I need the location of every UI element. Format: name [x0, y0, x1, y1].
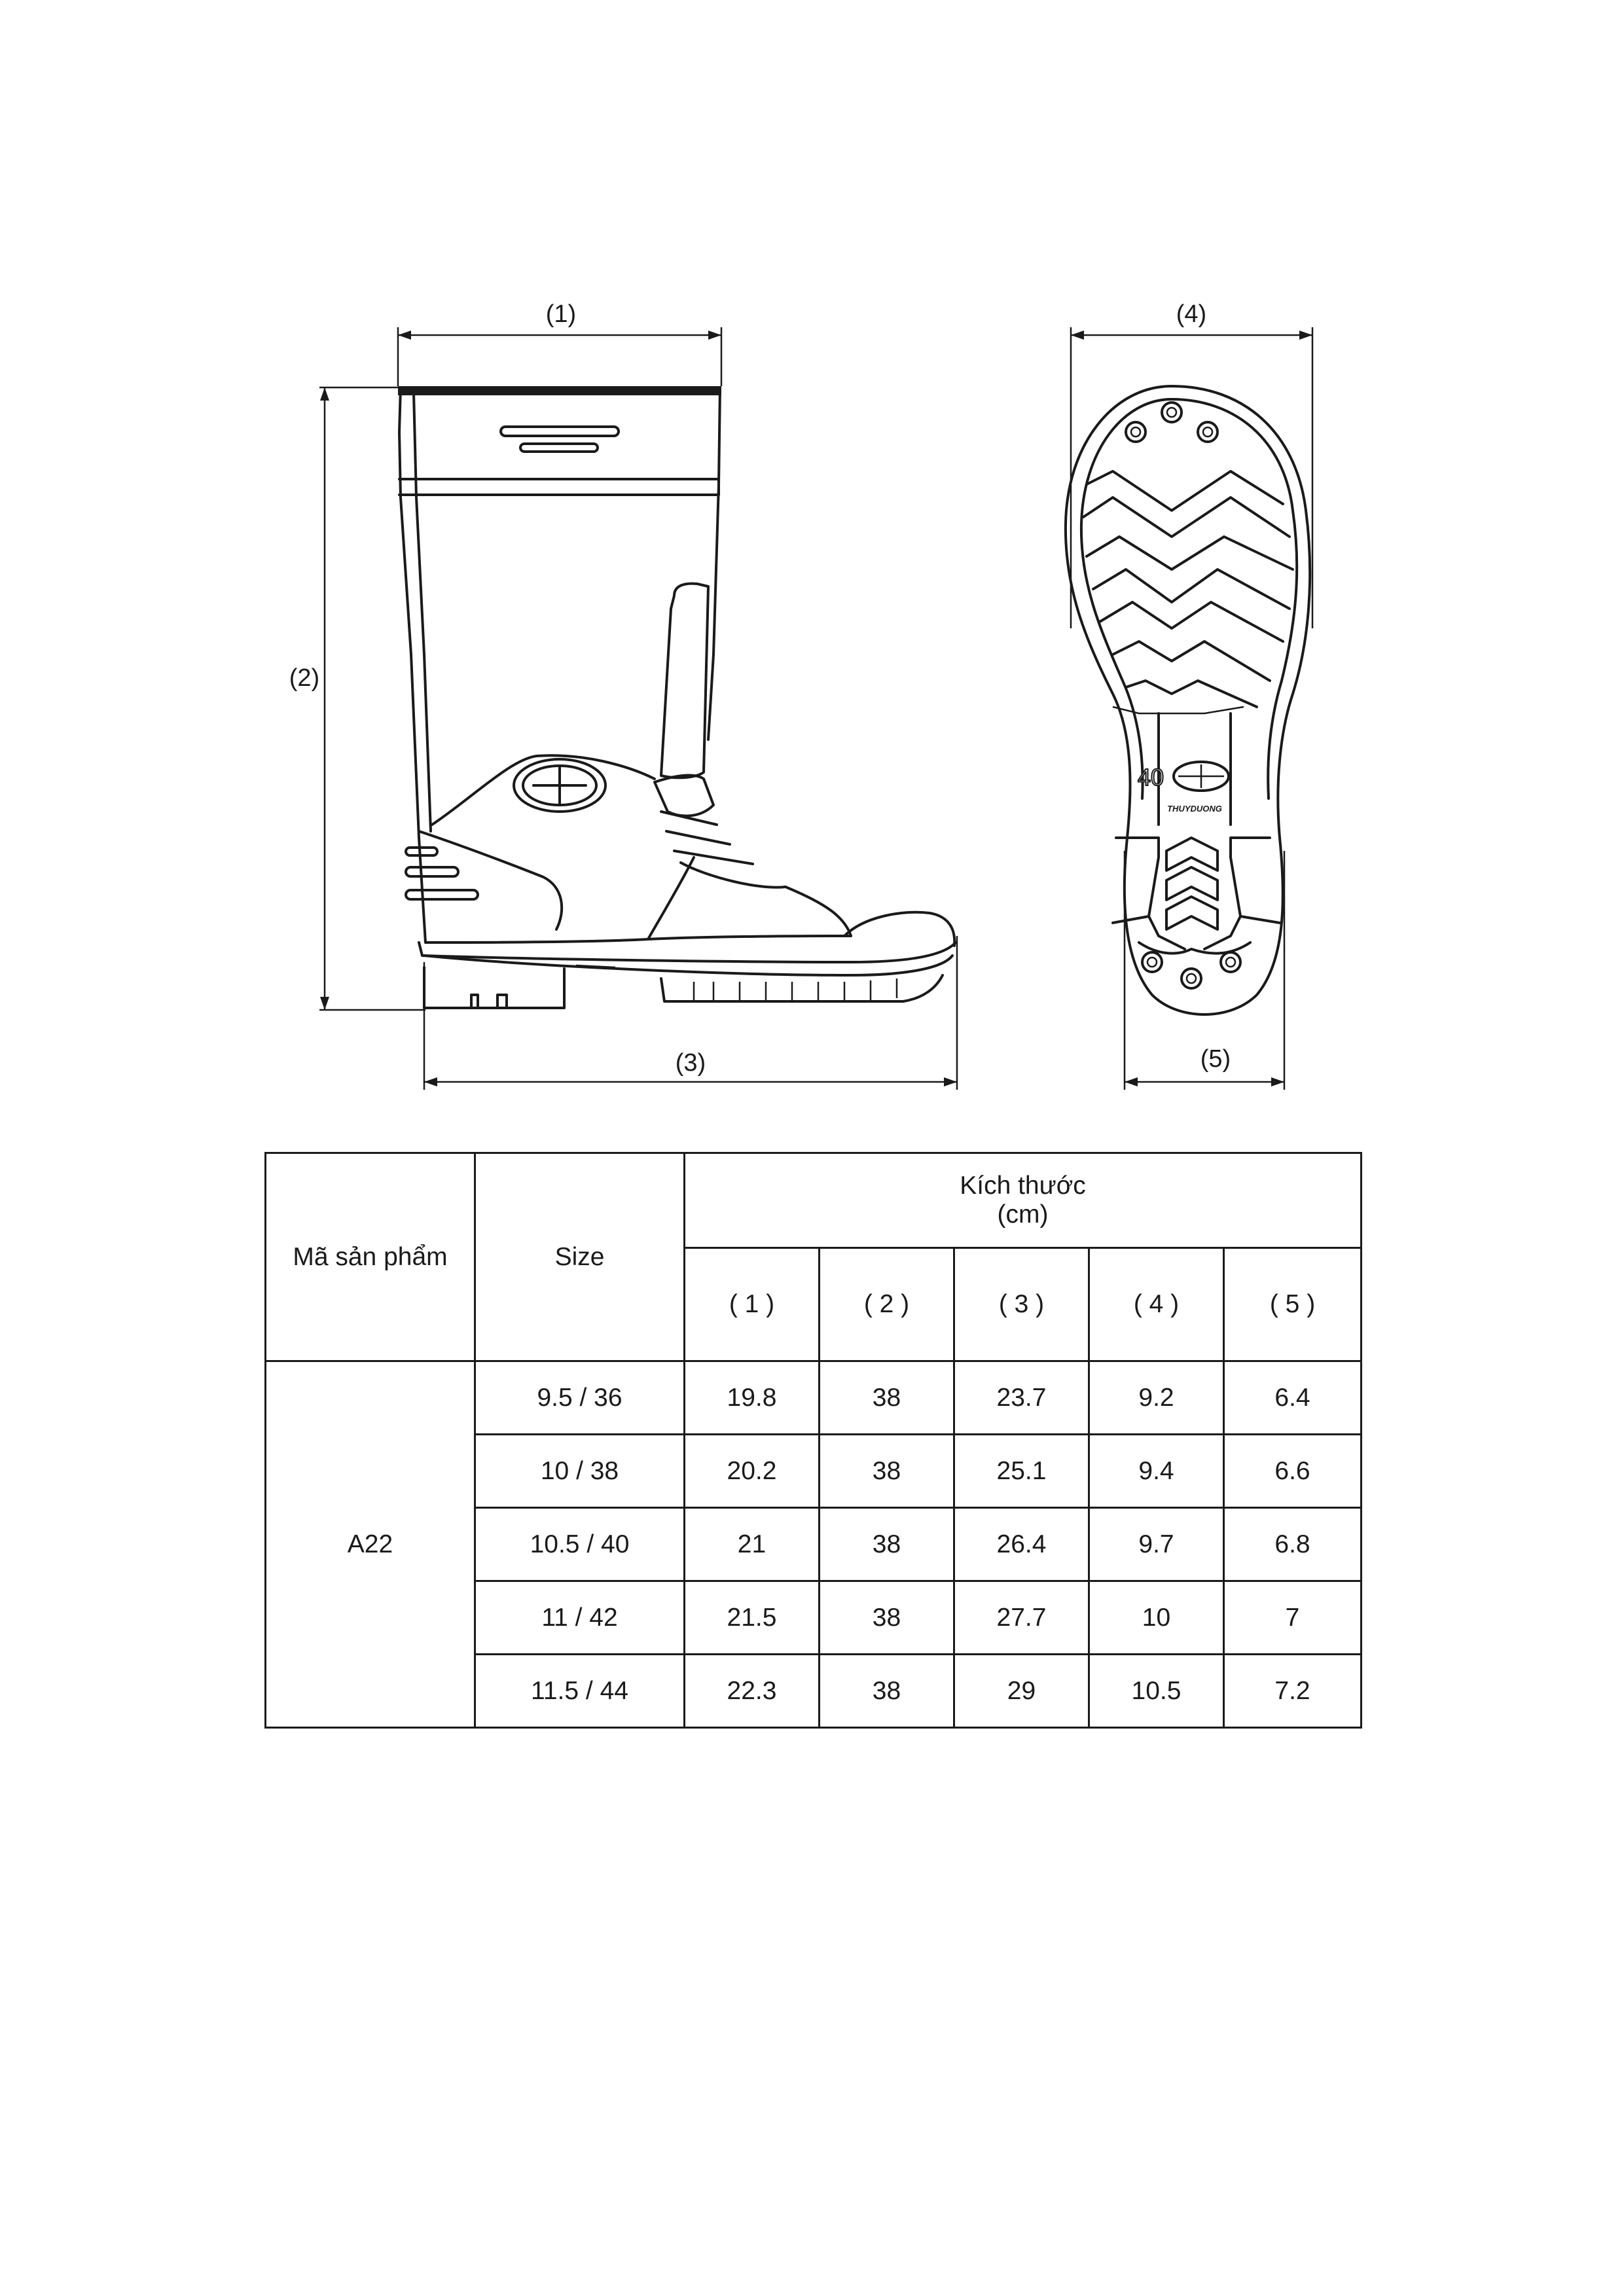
- product-code-cell: A22: [266, 1361, 475, 1728]
- value-cell: 22.3: [685, 1655, 820, 1728]
- value-cell: 9.7: [1089, 1508, 1224, 1581]
- value-cell: 10.5: [1089, 1655, 1224, 1728]
- value-cell: 9.2: [1089, 1361, 1224, 1435]
- value-cell: 38: [820, 1435, 954, 1508]
- header-col-1: ( 1 ): [685, 1248, 820, 1361]
- value-cell: 38: [820, 1655, 954, 1728]
- header-product-code: Mã sản phẩm: [266, 1153, 475, 1361]
- value-cell: 6.4: [1224, 1361, 1362, 1435]
- boot-technical-drawing: [0, 0, 1624, 1113]
- value-cell: 6.6: [1224, 1435, 1362, 1508]
- value-cell: 20.2: [685, 1435, 820, 1508]
- sole-size-mark: 40: [1138, 764, 1164, 791]
- sole-brand-text: THUYDUONG: [1167, 804, 1222, 814]
- header-col-5: ( 5 ): [1224, 1248, 1362, 1361]
- value-cell: 21.5: [685, 1581, 820, 1655]
- value-cell: 38: [820, 1508, 954, 1581]
- size-dimensions-table: [264, 1152, 1362, 1729]
- value-cell: 6.8: [1224, 1508, 1362, 1581]
- dimension-label-4: (4): [1176, 300, 1207, 328]
- dimension-label-1: (1): [545, 300, 577, 328]
- value-cell: 19.8: [685, 1361, 820, 1435]
- value-cell: 26.4: [954, 1508, 1089, 1581]
- size-cell: 10 / 38: [475, 1435, 685, 1508]
- value-cell: 38: [820, 1581, 954, 1655]
- size-cell: 9.5 / 36: [475, 1361, 685, 1435]
- header-col-4: ( 4 ): [1089, 1248, 1224, 1361]
- value-cell: 25.1: [954, 1435, 1089, 1508]
- dimension-label-2: (2): [289, 664, 320, 692]
- value-cell: 29: [954, 1655, 1089, 1728]
- header-dimensions-title: Kích thước: [960, 1172, 1086, 1200]
- size-cell: 11.5 / 44: [475, 1655, 685, 1728]
- header-col-3: ( 3 ): [954, 1248, 1089, 1361]
- boot-sole-view: [1066, 386, 1310, 1014]
- boot-side-view: [398, 386, 956, 1008]
- value-cell: 7.2: [1224, 1655, 1362, 1728]
- value-cell: 7: [1224, 1581, 1362, 1655]
- size-cell: 10.5 / 40: [475, 1508, 685, 1581]
- value-cell: 21: [685, 1508, 820, 1581]
- size-cell: 11 / 42: [475, 1581, 685, 1655]
- value-cell: 9.4: [1089, 1435, 1224, 1508]
- table-row: [266, 1361, 1362, 1435]
- value-cell: 27.7: [954, 1581, 1089, 1655]
- dimension-4: [1071, 300, 1312, 628]
- dimension-2: [289, 387, 425, 1010]
- dimension-label-3: (3): [675, 1049, 706, 1077]
- header-col-2: ( 2 ): [820, 1248, 954, 1361]
- header-size: Size: [475, 1153, 685, 1361]
- value-cell: 38: [820, 1361, 954, 1435]
- header-dimensions: [685, 1153, 1362, 1248]
- dimension-label-5: (5): [1200, 1045, 1231, 1073]
- value-cell: 23.7: [954, 1361, 1089, 1435]
- header-dimensions-unit: (cm): [997, 1200, 1049, 1229]
- value-cell: 10: [1089, 1581, 1224, 1655]
- dimension-1: [398, 300, 721, 386]
